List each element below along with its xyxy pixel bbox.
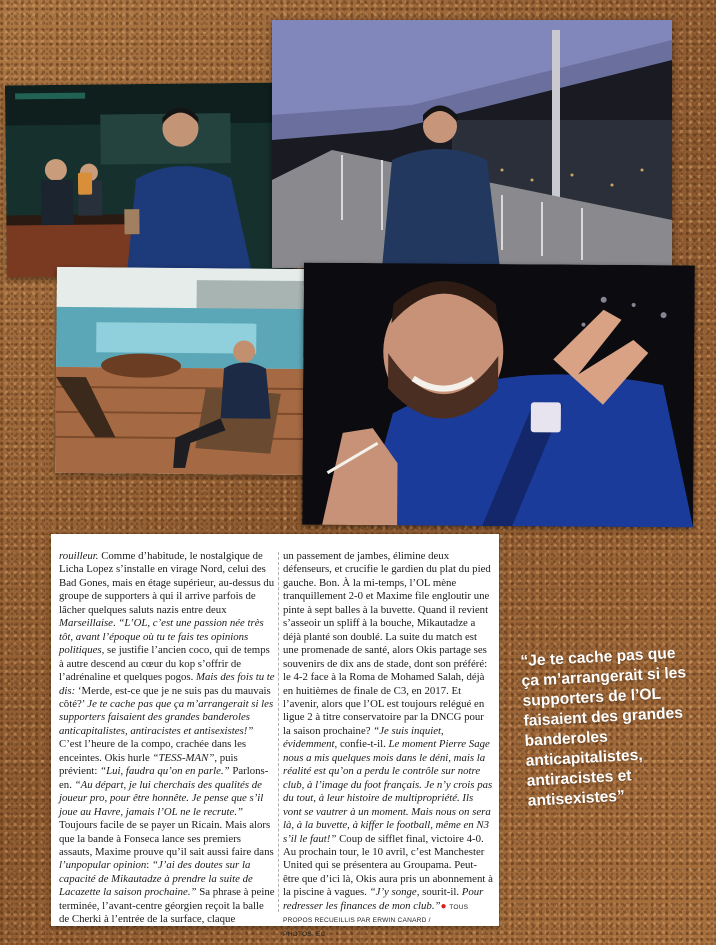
col1-run: “Lui, faudra qu’on en parle.” xyxy=(100,765,230,778)
col1-run: Comme d’habitude, le nostalgique de Licha Lopez s’installe en virage Nord, celui des Bad Gones, mais en étage supérieur, au-dessus du groupe de supporters à qui il arrive parfois de lâcher quelques saluts nazis entre deux xyxy=(59,550,275,616)
col2-run: “J’y songe, xyxy=(369,886,420,899)
col1-run: “Au départ, je lui cherchais des qualités de joueur pro, pour être honnête. Je pense que s’il joue au Havre, jamais l’OL ne le recrute.” xyxy=(59,778,264,818)
column-right-text xyxy=(283,550,493,940)
col1-run: Je te cache pas que ça m’arrangerait si les supporters faisaient des grandes banderoles anticapitalistes, antiracistes et antisexistes!” xyxy=(59,697,274,737)
credit-line: TOUS PROPOS RECUEILLIS PAR ERWIN CANARD / xyxy=(283,903,469,925)
col2-run: un passement de jambes, élimine deux défenseurs, et crucifie le gardien du plat du pied gauche. Bon. À la mi-temps, l’OL mène tranquillement 2-0 et Maxime file engloutir une pinte à sept balles à la buvette. Quand il revient s’asseoir un spliff à la bouche, Mikautadze a déjà planté son doublé. La suite du match est une promenade de santé, alors Okis partage ses souvenirs de dix ans de stade, dont son préféré: le 4-2 face à la Roma de Mohamed Salah, déjà en huitièmes de finale de C3, en 2017. Et l’avenir, alors que l’OL est toujours relégué en ligue 2 à titre conservatoire par la DNCG pour la saison prochaine? xyxy=(283,550,491,737)
photo-bar xyxy=(5,83,294,278)
col1-run: “TESS-MAN” xyxy=(152,751,215,764)
photo-closeup xyxy=(302,263,695,528)
col1-run: se justifie l’ancien coco, qui de temps à autre descend au cœur du kop s’offrir de l’adrénaline et quelques pogos. xyxy=(59,644,270,684)
col1-run: , puis prévient: xyxy=(59,751,238,778)
photo-rooftop xyxy=(272,20,672,268)
col2-run: Le moment Pierre Sage nous a mis quelques mois dans le déni, mais la réalité est qu’on a perdu le contrôle sur notre club, à l’image du foot français. Je n’y crois pas du tout, à leur histoire de multipropriété. Ils vont se vautrer à un moment. Mais nous on sera là, à la buvette, à kiffer le football, même en N3 s’il le faut!” xyxy=(283,738,493,845)
col1-run: Parlons-en. xyxy=(59,765,269,791)
col1-run: “J’ai des doutes sur la capacité de Mikautadze à prendre la suite de Lacazette la saison prochaine.” xyxy=(59,859,253,899)
photo-pool xyxy=(55,267,317,475)
col1-run: Mais des fois tu te dis: xyxy=(59,671,275,697)
photo-credit: PHOTOS: EC xyxy=(283,930,326,938)
col2-run: Coup de sifflet final, victoire 4-0. Au prochain tour, le 10 avril, c’est Manchester United qui se présentera au Groupama. Peut-être que d’ici là, Okis aura pris un abonnement à la piscine à vagues. xyxy=(283,832,493,899)
col1-run: rouilleur. xyxy=(59,550,99,562)
column-left-text xyxy=(59,550,276,927)
col1-run: “L’OL, c’est une passion née très tôt, avant l’époque où tu te fais tes opinions politiques, xyxy=(59,617,264,657)
pull-quote: “Je te cache pas que ça m’arrangerait si les supporters de l’OL faisaient des grandes banderoles anticapitalistes, antiracistes et antisexistes” xyxy=(520,644,687,810)
col1-run: l’unpopular opinion xyxy=(59,859,147,872)
col1-run: ‘Merde, est-ce que je ne suis pas du mauvais côté?’ xyxy=(59,684,271,710)
article-text-block xyxy=(51,534,499,938)
col1-run: C’est l’heure de la compo, crachée dans les enceintes. Okis hurle xyxy=(59,738,247,764)
column-divider xyxy=(278,552,279,912)
col1-run: Toujours facile de se payer un Ricain. Mais alors que la bande à Fonseca lance ses premiers assauts, Maxime prouve qu’il sait aussi faire dans xyxy=(59,819,274,858)
end-mark: ● xyxy=(440,900,447,912)
col1-run: . xyxy=(112,617,119,630)
col2-run: confie-t-il. xyxy=(337,738,389,751)
col2-run: sourit-il. xyxy=(419,886,462,899)
article-column-left xyxy=(59,550,276,927)
col2-run: “Je suis inquiet, évidemment, xyxy=(283,724,444,751)
article-column-right xyxy=(283,550,493,940)
col1-run: Sa phrase à peine terminée, l’avant-centre géorgien reçoit la balle de Cherki à l’entrée de la surface, claque xyxy=(59,886,275,926)
col1-run: : xyxy=(146,859,152,872)
col2-run: Pour redresser les finances de mon club.” xyxy=(283,886,484,912)
col1-run: Marseillaise xyxy=(59,617,113,630)
